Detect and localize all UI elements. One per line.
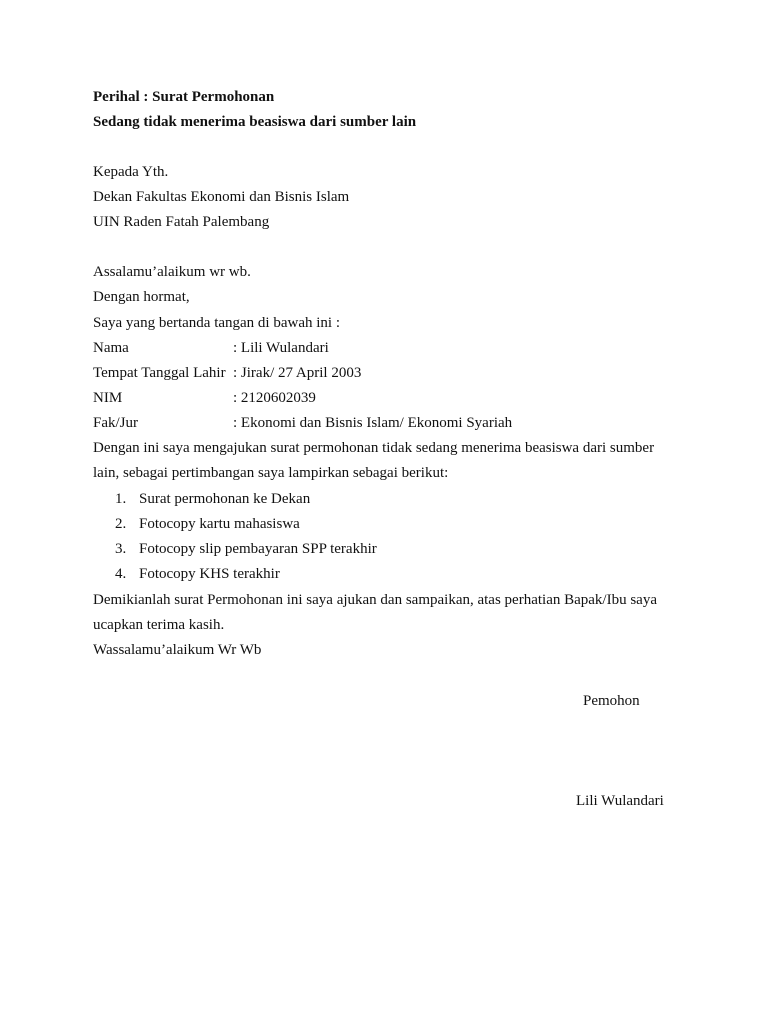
closing-salam: Wassalamu’alaikum Wr Wb bbox=[93, 642, 262, 658]
field-label: Tempat Tanggal Lahir bbox=[93, 365, 226, 381]
field-value: : Lili Wulandari bbox=[233, 340, 329, 356]
field-value: : Ekonomi dan Bisnis Islam/ Ekonomi Syariah bbox=[233, 415, 513, 431]
subject-line-1: Perihal : Surat Permohonan bbox=[93, 89, 275, 105]
list-item-number: 4. bbox=[115, 566, 127, 582]
field-value: : 2120602039 bbox=[233, 390, 316, 406]
list-item: Fotocopy slip pembayaran SPP terakhir bbox=[139, 541, 377, 557]
signature-title: Pemohon bbox=[583, 693, 640, 709]
opening-hormat: Dengan hormat, bbox=[93, 289, 190, 305]
field-row-nim bbox=[93, 389, 316, 407]
opening-salam: Assalamu’alaikum wr wb. bbox=[93, 264, 251, 280]
recipient-position: Dekan Fakultas Ekonomi dan Bisnis Islam bbox=[93, 189, 350, 205]
list-item: Surat permohonan ke Dekan bbox=[139, 491, 311, 507]
body-paragraph-line-1: Dengan ini saya mengajukan surat permohonan tidak sedang menerima beasiswa dari sumber bbox=[93, 440, 655, 456]
recipient-salutation: Kepada Yth. bbox=[93, 164, 169, 180]
field-label: NIM bbox=[93, 390, 123, 406]
recipient-institution: UIN Raden Fatah Palembang bbox=[93, 214, 270, 230]
closing-line-1: Demikianlah surat Permohonan ini saya ajukan dan sampaikan, atas perhatian Bapak/Ibu saya bbox=[93, 592, 657, 608]
field-row-fakjur bbox=[93, 414, 512, 432]
body-paragraph-line-2: lain, sebagai pertimbangan saya lampirkan sebagai berikut: bbox=[93, 465, 449, 481]
subject-line-2: Sedang tidak menerima beasiswa dari sumber lain bbox=[93, 114, 417, 130]
field-label: Nama bbox=[93, 340, 129, 356]
list-item-number: 1. bbox=[115, 491, 127, 507]
list-item: Fotocopy KHS terakhir bbox=[139, 566, 280, 582]
field-row-ttl bbox=[93, 364, 361, 382]
signature-name: Lili Wulandari bbox=[576, 793, 664, 809]
closing-line-2: ucapkan terima kasih. bbox=[93, 617, 225, 633]
field-value: : Jirak/ 27 April 2003 bbox=[233, 365, 362, 381]
list-item-number: 3. bbox=[115, 541, 127, 557]
field-label: Fak/Jur bbox=[93, 415, 138, 431]
field-row-nama bbox=[93, 339, 329, 357]
list-item-number: 2. bbox=[115, 516, 127, 532]
intro-line: Saya yang bertanda tangan di bawah ini : bbox=[93, 315, 341, 331]
list-item: Fotocopy kartu mahasiswa bbox=[139, 516, 300, 532]
